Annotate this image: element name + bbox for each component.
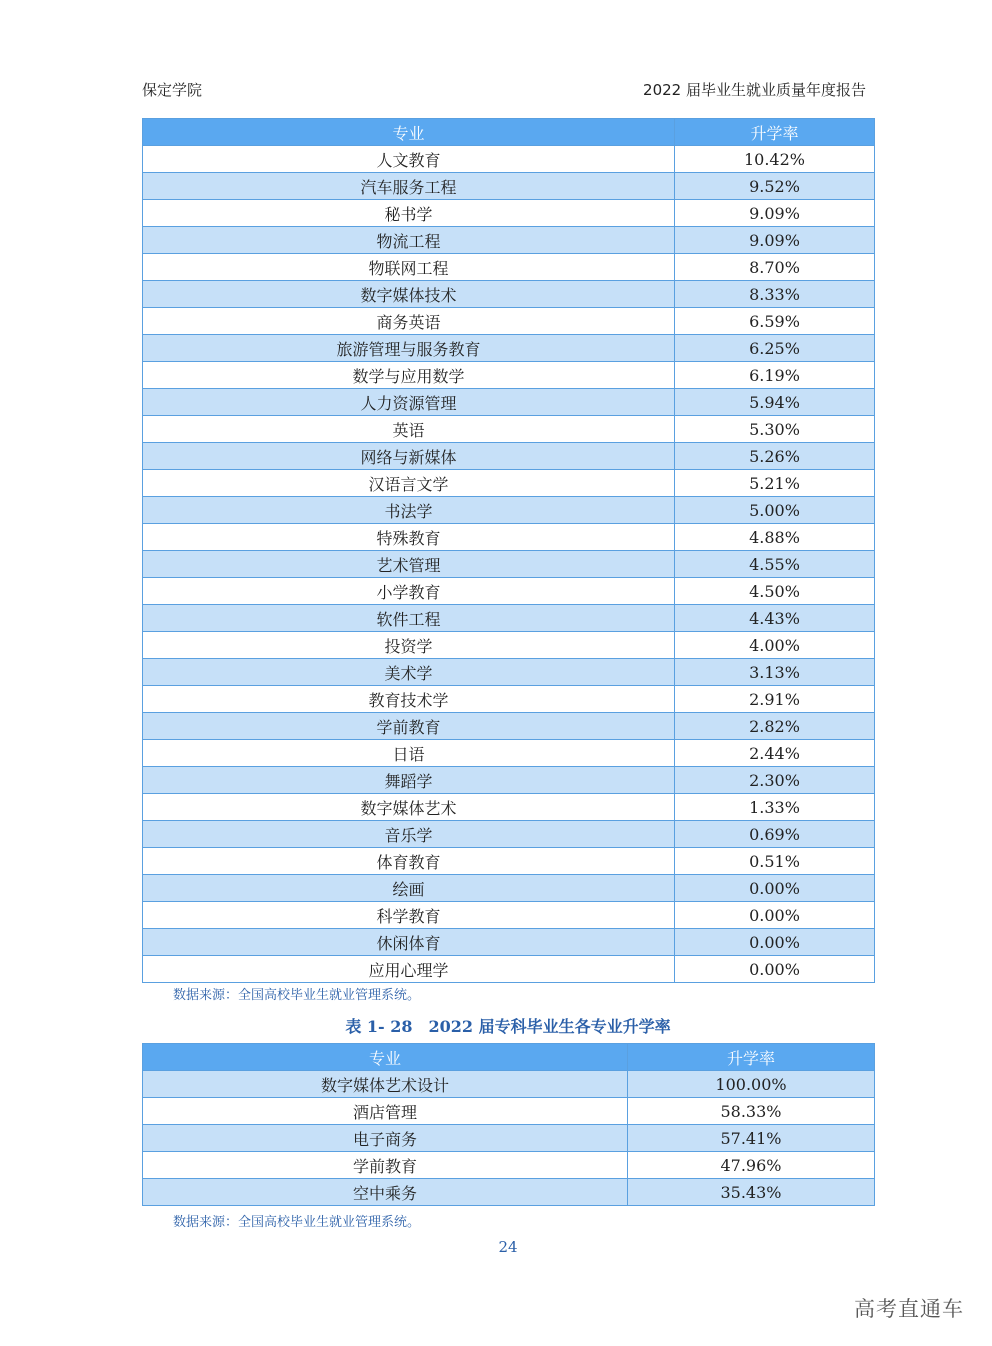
cell-major: 电子商务	[143, 1125, 628, 1152]
cell-major: 舞蹈学	[143, 767, 675, 794]
table-row	[143, 1071, 875, 1098]
table-row	[143, 470, 875, 497]
data-source-note: 数据来源：全国高校毕业生就业管理系统。	[173, 1215, 421, 1230]
table-row	[143, 227, 875, 254]
table-row	[143, 497, 875, 524]
cell-major: 汽车服务工程	[143, 173, 675, 200]
data-source-note: 数据来源：全国高校毕业生就业管理系统。	[173, 988, 421, 1003]
cell-major: 软件工程	[143, 605, 675, 632]
table-header-row	[143, 1044, 875, 1071]
cell-major: 物联网工程	[143, 254, 675, 281]
cell-major: 学前教育	[143, 713, 675, 740]
cell-major: 人力资源管理	[143, 389, 675, 416]
cell-major: 特殊教育	[143, 524, 675, 551]
cell-rate: 5.30%	[675, 416, 875, 443]
cell-rate: 4.55%	[675, 551, 875, 578]
cell-rate: 10.42%	[675, 146, 875, 173]
cell-major: 投资学	[143, 632, 675, 659]
table-caption: 表 1- 28 2022 届专科毕业生各专业升学率	[345, 1017, 671, 1036]
cell-major: 数字媒体艺术设计	[143, 1071, 628, 1098]
table-row	[143, 524, 875, 551]
header-school-name: 保定学院	[142, 81, 203, 99]
cell-rate: 58.33%	[628, 1098, 875, 1125]
cell-major: 应用心理学	[143, 956, 675, 983]
cell-rate: 9.09%	[675, 200, 875, 227]
table-row	[143, 389, 875, 416]
cell-rate: 0.00%	[675, 929, 875, 956]
cell-major: 体育教育	[143, 848, 675, 875]
column-header-rate: 升学率	[675, 119, 875, 146]
table-row	[143, 713, 875, 740]
cell-rate: 4.88%	[675, 524, 875, 551]
table-row	[143, 173, 875, 200]
table-row	[143, 146, 875, 173]
cell-major: 旅游管理与服务教育	[143, 335, 675, 362]
cell-major: 数学与应用数学	[143, 362, 675, 389]
cell-rate: 8.33%	[675, 281, 875, 308]
cell-rate: 5.00%	[675, 497, 875, 524]
cell-major: 美术学	[143, 659, 675, 686]
cell-rate: 2.82%	[675, 713, 875, 740]
cell-rate: 2.91%	[675, 686, 875, 713]
cell-major: 网络与新媒体	[143, 443, 675, 470]
cell-major: 人文教育	[143, 146, 675, 173]
cell-major: 酒店管理	[143, 1098, 628, 1125]
cell-major: 汉语言文学	[143, 470, 675, 497]
cell-rate: 2.30%	[675, 767, 875, 794]
page-number: 24	[498, 1238, 518, 1256]
table-header-row	[143, 119, 875, 146]
table-row	[143, 956, 875, 983]
cell-rate: 5.21%	[675, 470, 875, 497]
table-row	[143, 578, 875, 605]
cell-rate: 6.19%	[675, 362, 875, 389]
cell-major: 学前教育	[143, 1152, 628, 1179]
cell-major: 数字媒体艺术	[143, 794, 675, 821]
cell-major: 数字媒体技术	[143, 281, 675, 308]
cell-rate: 57.41%	[628, 1125, 875, 1152]
table-row	[143, 929, 875, 956]
table-row	[143, 335, 875, 362]
cell-major: 艺术管理	[143, 551, 675, 578]
cell-major: 物流工程	[143, 227, 675, 254]
column-header-major: 专业	[143, 1044, 628, 1071]
cell-major: 休闲体育	[143, 929, 675, 956]
cell-major: 小学教育	[143, 578, 675, 605]
cell-major: 教育技术学	[143, 686, 675, 713]
table-row	[143, 443, 875, 470]
table-row	[143, 902, 875, 929]
cell-rate: 0.00%	[675, 875, 875, 902]
table-row	[143, 1098, 875, 1125]
watermark-text: 高考直通车	[854, 1297, 964, 1321]
cell-major: 科学教育	[143, 902, 675, 929]
cell-rate: 9.52%	[675, 173, 875, 200]
cell-major: 书法学	[143, 497, 675, 524]
table-row	[143, 281, 875, 308]
cell-rate: 47.96%	[628, 1152, 875, 1179]
cell-rate: 5.26%	[675, 443, 875, 470]
table-row	[143, 416, 875, 443]
table-row	[143, 551, 875, 578]
cell-major: 日语	[143, 740, 675, 767]
junior-college-major-rate-table	[142, 1043, 875, 1206]
table-row	[143, 686, 875, 713]
cell-rate: 6.25%	[675, 335, 875, 362]
table-row	[143, 200, 875, 227]
column-header-rate: 升学率	[628, 1044, 875, 1071]
table-row	[143, 875, 875, 902]
cell-rate: 1.33%	[675, 794, 875, 821]
table-row	[143, 821, 875, 848]
cell-major: 空中乘务	[143, 1179, 628, 1206]
cell-major: 英语	[143, 416, 675, 443]
cell-major: 音乐学	[143, 821, 675, 848]
cell-rate: 6.59%	[675, 308, 875, 335]
cell-major: 秘书学	[143, 200, 675, 227]
cell-rate: 4.43%	[675, 605, 875, 632]
cell-rate: 0.00%	[675, 956, 875, 983]
cell-rate: 3.13%	[675, 659, 875, 686]
cell-rate: 8.70%	[675, 254, 875, 281]
header-report-title: 2022 届毕业生就业质量年度报告	[643, 81, 866, 99]
cell-rate: 0.69%	[675, 821, 875, 848]
table-row	[143, 1179, 875, 1206]
cell-major: 商务英语	[143, 308, 675, 335]
cell-rate: 0.51%	[675, 848, 875, 875]
cell-rate: 4.50%	[675, 578, 875, 605]
table-row	[143, 740, 875, 767]
table-row	[143, 362, 875, 389]
cell-rate: 35.43%	[628, 1179, 875, 1206]
undergrad-major-rate-table	[142, 118, 875, 983]
table-row	[143, 308, 875, 335]
table-row	[143, 794, 875, 821]
table-row	[143, 605, 875, 632]
cell-rate: 5.94%	[675, 389, 875, 416]
cell-rate: 4.00%	[675, 632, 875, 659]
table-row	[143, 767, 875, 794]
cell-rate: 2.44%	[675, 740, 875, 767]
table-row	[143, 659, 875, 686]
column-header-major: 专业	[143, 119, 675, 146]
table-row	[143, 848, 875, 875]
cell-rate: 0.00%	[675, 902, 875, 929]
table-row	[143, 632, 875, 659]
table-row	[143, 254, 875, 281]
cell-major: 绘画	[143, 875, 675, 902]
table-row	[143, 1152, 875, 1179]
cell-rate: 100.00%	[628, 1071, 875, 1098]
cell-rate: 9.09%	[675, 227, 875, 254]
table-row	[143, 1125, 875, 1152]
